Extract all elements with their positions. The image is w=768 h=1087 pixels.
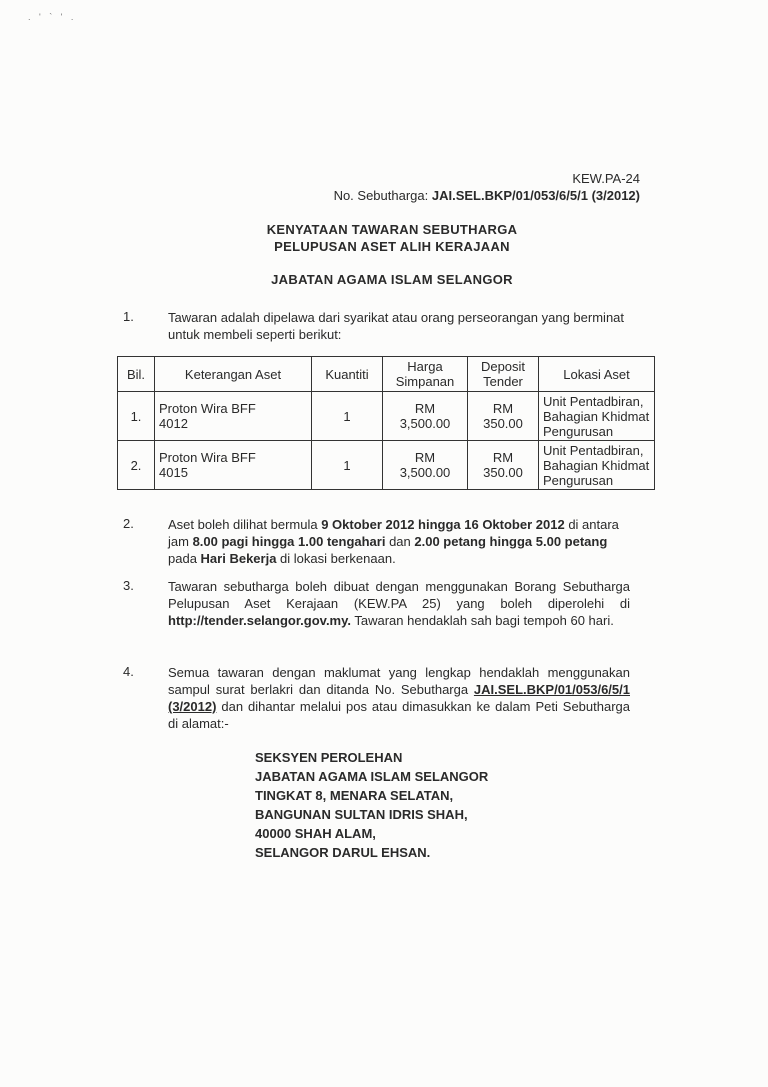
scan-specks: . ' ` ' . xyxy=(28,12,77,22)
row-kuantiti: 1 xyxy=(312,441,383,490)
col-kuantiti: Kuantiti xyxy=(312,357,383,392)
col-deposit: Deposit Tender xyxy=(468,357,539,392)
para-3-number: 3. xyxy=(123,578,134,593)
para-4-text: Semua tawaran dengan maklumat yang lengkap hendaklah menggunakan sampul surat berlakri dan ditanda No. Sebutharga JAI.SEL.BKP/01/053/6/5/1 (3/2012) dan dihantar melalui pos atau dimasukkan ke dalam Peti Sebutharga di alamat:- xyxy=(168,665,630,731)
col-harga: Harga Simpanan xyxy=(383,357,468,392)
address-line: BANGUNAN SULTAN IDRIS SHAH, xyxy=(255,807,468,822)
row-keterangan: Proton Wira BFF 4015 xyxy=(155,441,312,490)
table-row xyxy=(118,392,655,441)
para-4-number: 4. xyxy=(123,664,134,679)
para-2-number: 2. xyxy=(123,516,134,531)
sebutharga-line xyxy=(334,188,640,203)
address-line: SELANGOR DARUL EHSAN. xyxy=(255,845,431,860)
row-keterangan: Proton Wira BFF 4012 xyxy=(155,392,312,441)
sebutharga-number: JAI.SEL.BKP/01/053/6/5/1 (3/2012) xyxy=(431,188,640,203)
col-bil: Bil. xyxy=(118,357,155,392)
row-kuantiti: 1 xyxy=(312,392,383,441)
row-lokasi: Unit Pentadbiran, Bahagian Khidmat Pengurusan xyxy=(539,392,655,441)
address-line: TINGKAT 8, MENARA SELATAN, xyxy=(255,788,454,803)
row-bil: 2. xyxy=(118,441,155,490)
row-deposit: RM 350.00 xyxy=(468,441,539,490)
title-line-1: KENYATAAN TAWARAN SEBUTHARGA xyxy=(266,222,518,237)
para-1-text: Tawaran adalah dipelawa dari syarikat atau orang perseorangan yang berminat untuk membeli seperti berikut: xyxy=(168,310,625,342)
sebutharga-ref-underlined: JAI.SEL.BKP/01/053/6/5/1 (3/2012) xyxy=(168,682,630,714)
col-lokasi: Lokasi Aset xyxy=(539,357,655,392)
asset-table xyxy=(117,356,655,490)
row-lokasi: Unit Pentadbiran, Bahagian Khidmat Pengurusan xyxy=(539,441,655,490)
row-harga: RM 3,500.00 xyxy=(383,392,468,441)
form-ref-code: KEW.PA-24 xyxy=(572,171,640,186)
para-3-text: Tawaran sebutharga boleh dibuat dengan menggunakan Borang Sebutharga Pelupusan Aset Kerajaan (KEW.PA 25) yang boleh diperolehi di http://tender.selangor.gov.my. Tawaran hendaklah sah bagi tempoh 60 hari. xyxy=(168,579,630,628)
address-line: SEKSYEN PEROLEHAN xyxy=(255,750,403,765)
row-bil: 1. xyxy=(118,392,155,441)
table-row xyxy=(118,441,655,490)
sebutharga-label: No. Sebutharga: xyxy=(333,188,429,203)
address-line: 40000 SHAH ALAM, xyxy=(255,826,376,841)
title-line-3: JABATAN AGAMA ISLAM SELANGOR xyxy=(271,272,513,287)
col-keterangan: Keterangan Aset xyxy=(155,357,312,392)
para-1-number: 1. xyxy=(123,309,134,324)
table-header-row xyxy=(118,357,655,392)
para-2-text: Aset boleh dilihat bermula 9 Oktober 2012 hingga 16 Oktober 2012 di antara jam 8.00 pagi hingga 1.00 tengahari dan 2.00 petang hingga 5.00 petang pada Hari Bekerja di lokasi berkenaan. xyxy=(168,517,619,566)
row-harga: RM 3,500.00 xyxy=(383,441,468,490)
tender-url: http://tender.selangor.gov.my. xyxy=(168,613,351,628)
address-line: JABATAN AGAMA ISLAM SELANGOR xyxy=(255,769,489,784)
row-deposit: RM 350.00 xyxy=(468,392,539,441)
title-line-2: PELUPUSAN ASET ALIH KERAJAAN xyxy=(274,239,510,254)
mailing-address xyxy=(255,748,488,862)
